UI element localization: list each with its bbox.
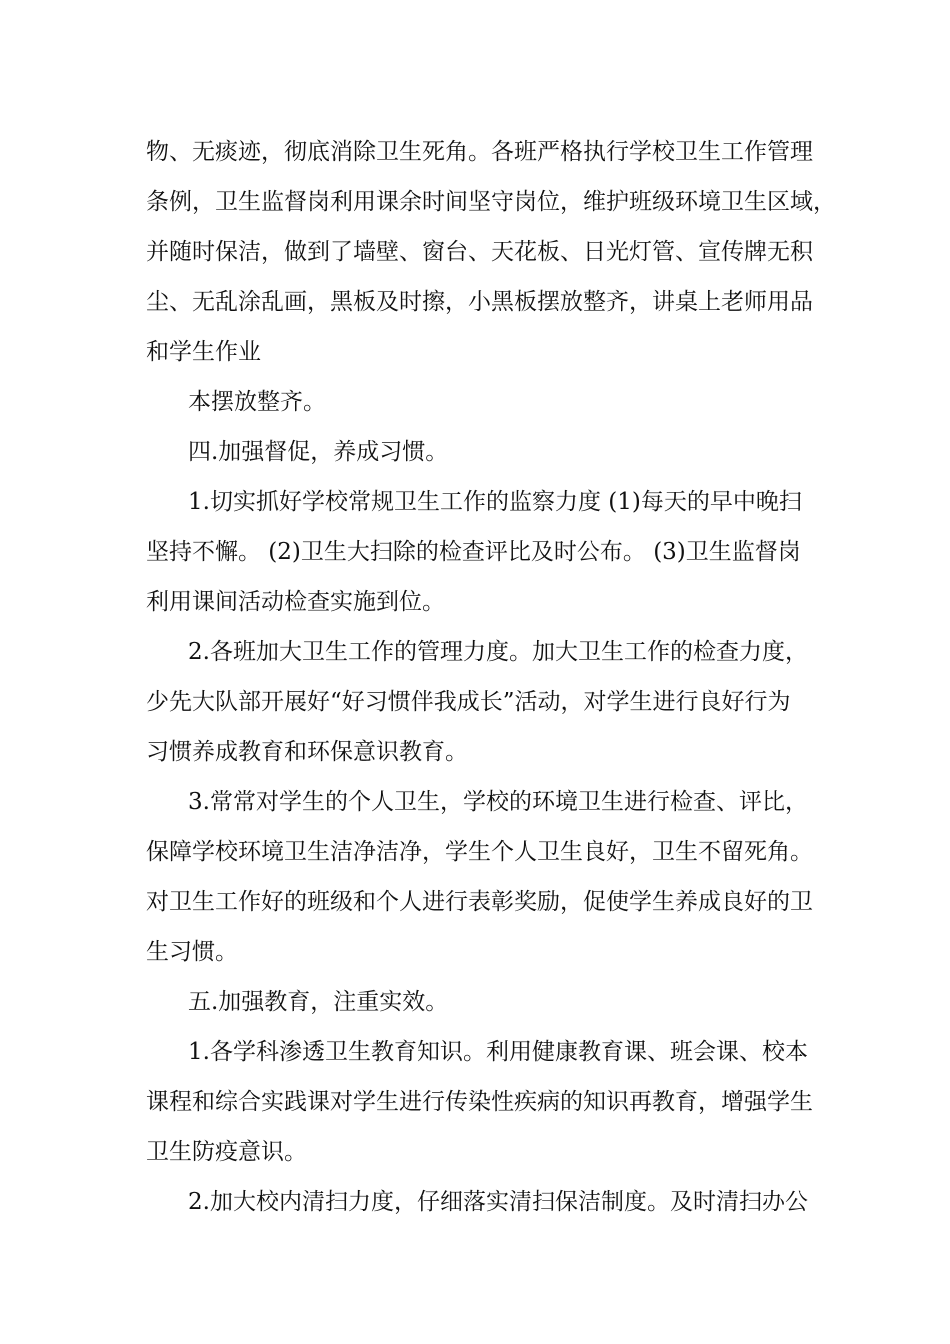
text-line: 3.常常对学生的个人卫生，学校的环境卫生进行检查、评比， (188, 789, 808, 815)
text-line: 坚持不懈。 (2)卫生大扫除的检查评比及时公布。 (3)卫生监督岗 (146, 539, 801, 565)
text-line: 2.加大校内清扫力度，仔细落实清扫保洁制度。及时清扫办公 (188, 1189, 808, 1215)
text-line: 物、无痰迹，彻底消除卫生死角。各班严格执行学校卫生工作管理 (146, 139, 813, 165)
text-line: 本摆放整齐。 (188, 389, 326, 415)
text-line: 条例，卫生监督岗利用课余时间坚守岗位，维护班级环境卫生区域， (146, 189, 836, 215)
section-heading: 四.加强督促，养成习惯。 (188, 439, 449, 465)
text-line: 卫生防疫意识。 (146, 1139, 307, 1165)
text-line: 少先大队部开展好“好习惯伴我成长”活动，对学生进行良好行为 (146, 689, 791, 715)
text-line: 利用课间活动检查实施到位。 (146, 589, 445, 615)
text-line: 1.各学科渗透卫生教育知识。利用健康教育课、班会课、校本 (188, 1039, 808, 1065)
text-line: 习惯养成教育和环保意识教育。 (146, 739, 468, 765)
text-line: 尘、无乱涂乱画，黑板及时擦，小黑板摆放整齐，讲桌上老师用品 (146, 289, 813, 315)
text-line: 2.各班加大卫生工作的管理力度。加大卫生工作的检查力度， (188, 639, 808, 665)
text-line: 对卫生工作好的班级和个人进行表彰奖励，促使学生养成良好的卫 (146, 889, 813, 915)
text-line: 生习惯。 (146, 939, 238, 965)
text-line: 1.切实抓好学校常规卫生工作的监察力度 (1)每天的早中晚扫 (188, 489, 802, 515)
text-line: 课程和综合实践课对学生进行传染性疾病的知识再教育，增强学生 (146, 1089, 813, 1115)
text-line: 保障学校环境卫生洁净洁净，学生个人卫生良好，卫生不留死角。 (146, 839, 813, 865)
text-line: 和学生作业 (146, 339, 261, 365)
text-line: 并随时保洁，做到了墙壁、窗台、天花板、日光灯管、宣传牌无积 (146, 239, 813, 265)
section-heading: 五.加强教育，注重实效。 (188, 989, 449, 1015)
